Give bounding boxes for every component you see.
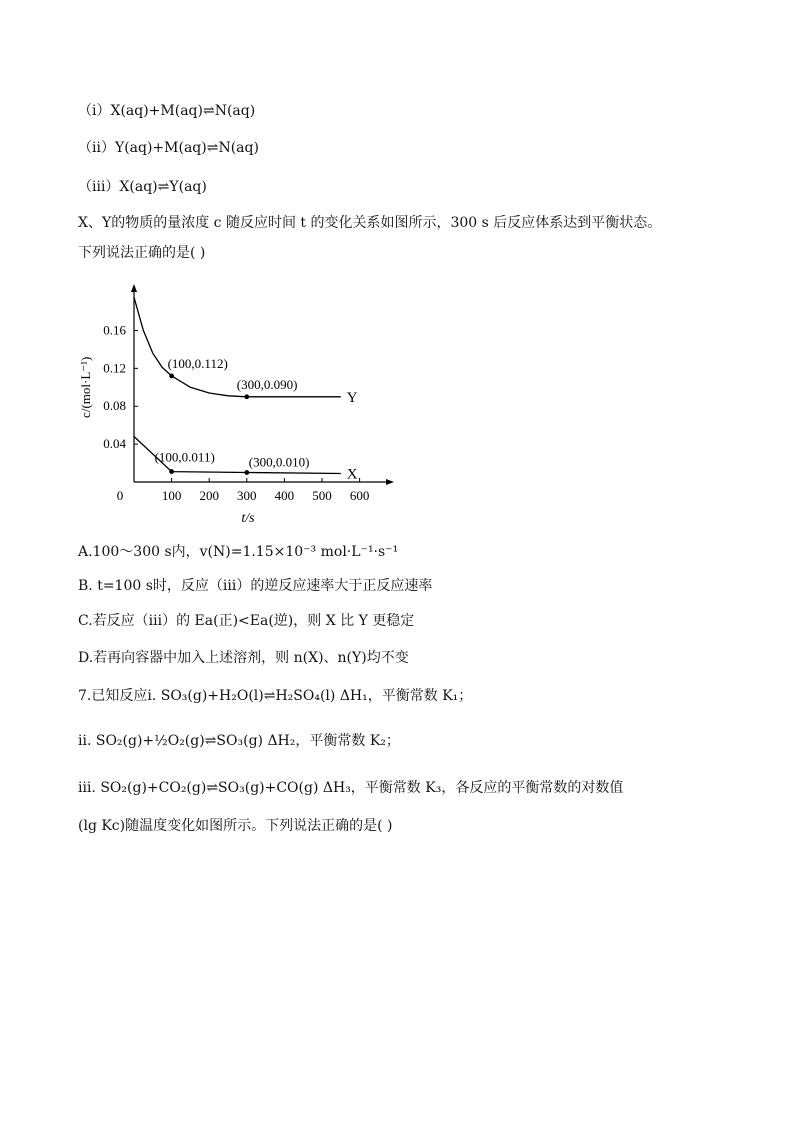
- y-axis-label: c/(mol·L⁻¹): [78, 356, 93, 418]
- reaction-3: （ⅲ）X(aq)⇌Y(aq): [78, 179, 207, 195]
- y-tick-label: 0.08: [103, 398, 126, 414]
- x-tick-label: 100: [161, 488, 182, 503]
- question-stem-line1: X、Y的物质的量浓度 c 随反应时间 t 的变化关系如图所示，300 s 后反应体系达到平衡状态。: [78, 215, 662, 231]
- series-label-Y: Y: [346, 389, 358, 406]
- point-annotation: (300,0.090): [236, 376, 298, 392]
- point-annotation: (300,0.010): [248, 454, 310, 470]
- x-tick-label: 600: [349, 488, 370, 503]
- question-stem-line2: 下列说法正确的是( ): [78, 245, 206, 261]
- reaction-1: （ⅰ）X(aq)+M(aq)⇌N(aq): [78, 103, 256, 119]
- option-a: A.100～300 s内，v(N)=1.15×10⁻³ mol·L⁻¹·s⁻¹: [78, 544, 399, 560]
- option-c: C.若反应（ⅲ）的 Ea(正)<Ea(逆)，则 X 比 Y 更稳定: [78, 613, 415, 629]
- data-point: [169, 469, 174, 474]
- q7-line1: 7.已知反应ⅰ. SO₃(g)+H₂O(l)⇌H₂SO₄(l) ΔH₁，平衡常数 K₁；: [78, 688, 473, 704]
- q7-line4: (lg Kc)随温度变化如图所示。下列说法正确的是( ): [78, 818, 393, 834]
- y-axis-arrow: [131, 284, 137, 292]
- x-tick-label: 200: [199, 488, 219, 503]
- data-point: [244, 394, 249, 399]
- x-tick-label: 400: [274, 488, 295, 503]
- point-annotation: (100,0.011): [154, 449, 215, 465]
- reaction-2: （ⅱ）Y(aq)+M(aq)⇌N(aq): [78, 140, 259, 156]
- option-d: D.若再向容器中加入上述溶剂，则 n(X)、n(Y)均不变: [78, 650, 409, 666]
- q7-line2: ⅱ. SO₂(g)+½O₂(g)⇌SO₃(g) ΔH₂，平衡常数 K₂；: [78, 733, 400, 749]
- x-tick-label: 300: [237, 488, 257, 503]
- y-tick-label: 0.12: [103, 360, 126, 376]
- q7-line3: ⅲ. SO₂(g)+CO₂(g)⇌SO₃(g)+CO(g) ΔH₃，平衡常数 K₃，各反应的平衡常数的对数值: [78, 780, 624, 796]
- data-point: [244, 470, 249, 475]
- series-label-X: X: [346, 466, 358, 483]
- y-tick-label: 0.04: [103, 436, 126, 452]
- data-point: [169, 374, 174, 379]
- x-axis-label: t/s: [241, 511, 255, 526]
- x-tick-label: 500: [312, 488, 332, 503]
- concentration-time-chart: [70, 280, 410, 530]
- option-b: B. t=100 s时，反应（ⅲ）的逆反应速率大于正反应速率: [78, 578, 433, 594]
- x-tick-label: 0: [116, 488, 124, 503]
- point-annotation: (100,0.112): [167, 355, 228, 371]
- x-axis-arrow: [386, 479, 394, 485]
- chart-ticks: [103, 322, 369, 503]
- y-tick-label: 0.16: [103, 322, 126, 338]
